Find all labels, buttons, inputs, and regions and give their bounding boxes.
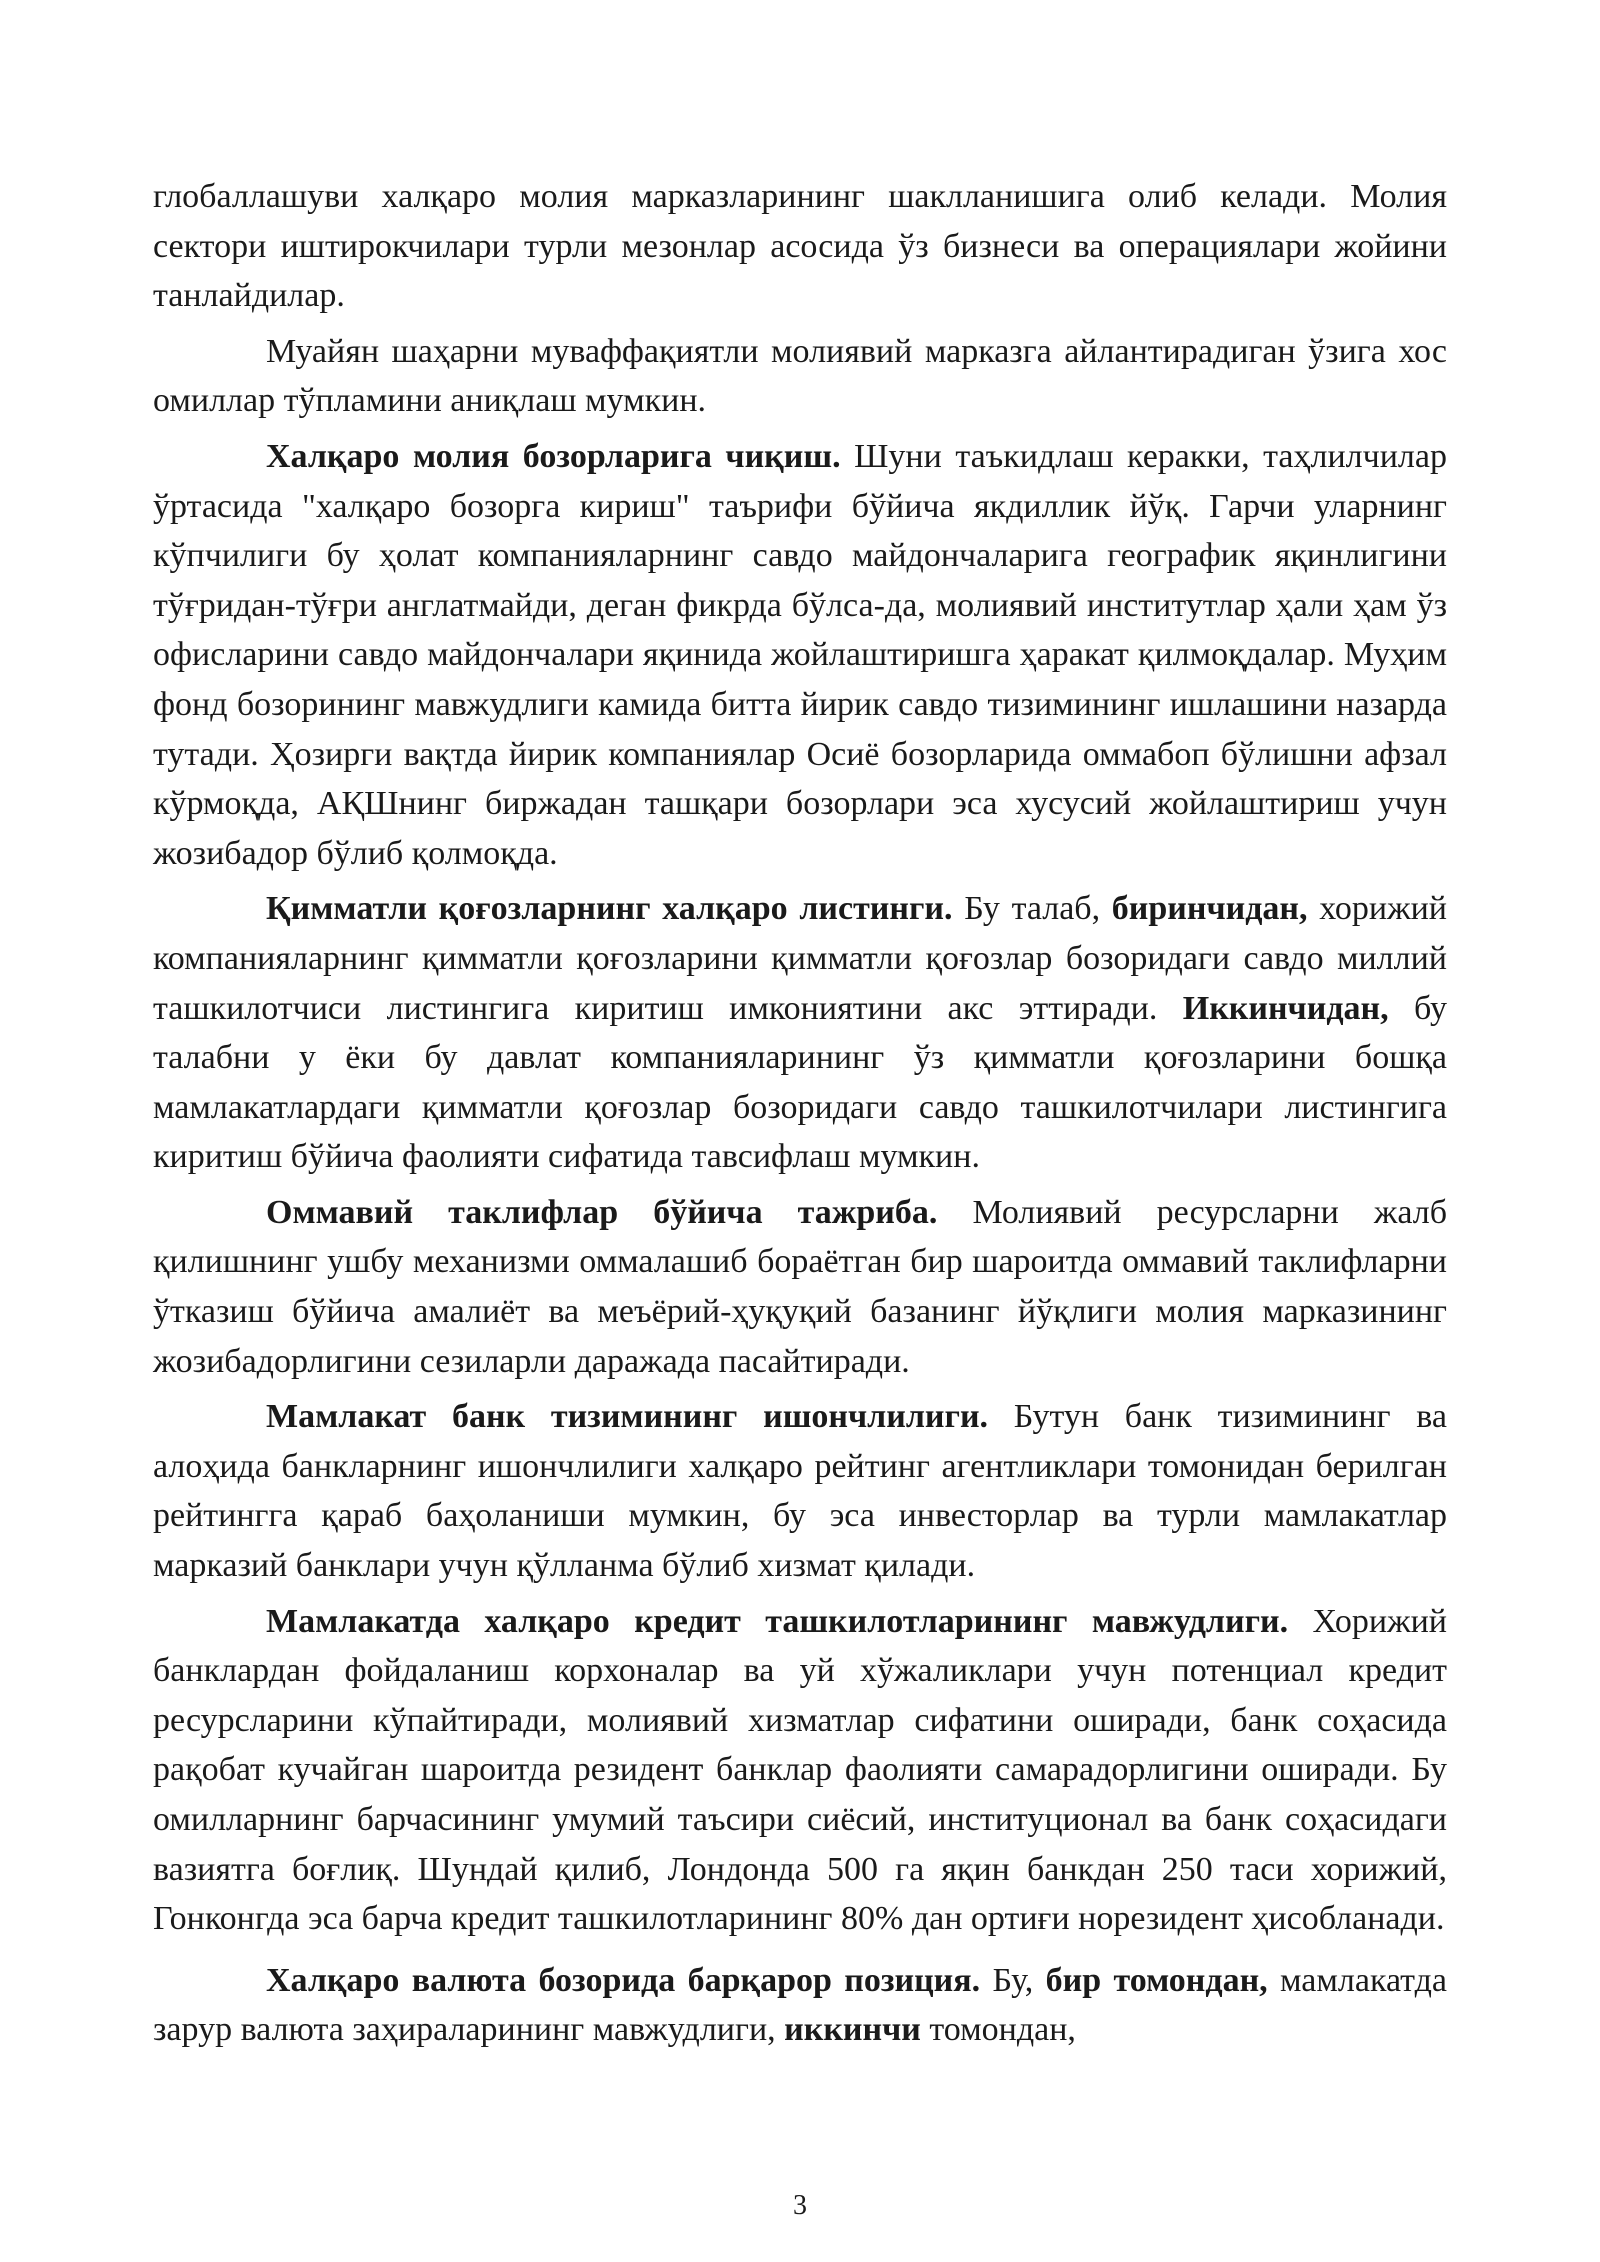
paragraph-currency-market [153,1956,1447,2055]
paragraph-text: Бутун банк тизимининг ва алоҳида банкларнинг ишончлилиги халқаро рейтинг агентликлари томонидан берилган рейтингга қараб баҳоланиши мумкин, бу эса инвесторлар ва турли мамлакатлар марказий банклари учун қўлланма бўлиб хизмат қилади. [153,1398,1447,1585]
paragraph-intro [153,172,1447,321]
section-heading: Халқаро валюта бозорида барқарор позиция. [266,1961,981,1999]
emphasis-text: бир томондан, [1045,1961,1268,1999]
paragraph-text: томондан, [920,2011,1076,2049]
paragraph-bank-reliability [153,1392,1447,1590]
section-heading: Қимматли қоғозларнинг халқаро листинги. [266,890,953,928]
paragraph-factors [153,327,1447,426]
paragraph-text: хорижий компанияларнинг қимматли қоғозларини қимматли қоғозлар бозоридаги савдо миллий ташкилотчиси листингига киритиш имкониятини акс эттиради. [153,890,1447,1027]
paragraph-text: бу талабни у ёки бу давлат компанияларининг ўз қимматли қоғозларини бошқа мамлакатлардаги қимматли қоғозлар бозоридаги савдо ташкилотчилари листингига киритиш бўйича фаолияти сифатида тавсифлаш мумкин. [153,989,1447,1176]
emphasis-text: Иккинчидан, [1182,989,1389,1027]
paragraph-text: Бу талаб, [952,890,1112,928]
section-heading: Мамлакат банк тизимининг ишончлилиги. [266,1398,989,1436]
paragraph-text: мамлакатда зарур валюта заҳираларининг мавжудлиги, [153,1961,1447,2049]
paragraph-text: Шуни таъкидлаш керакки, таҳлилчилар ўртасида "халқаро бозорга кириш" таърифи бўйича якдиллик йўқ. Гарчи уларнинг кўпчилиги бу ҳолат компанияларнинг савдо майдончаларига географик яқинлигини тўғридан-тўғри англатмайди, деган фикрда бўлса-да, молиявий институтлар ҳали ҳам ўз офисларини савдо майдончалари яқинида жойлаштиришга ҳаракат қилмоқдалар. Муҳим фонд бозорининг мавжудлиги камида битта йирик савдо тизимининг ишлашини назарда тутади. Ҳозирги вақтда йирик компаниялар Осиё бозорларида оммабоп бўлишни афзал кўрмоқда, АҚШнинг биржадан ташқари бозорлари эса хусусий жойлаштириш учун жозибадор бўлиб қолмоқда. [153,437,1447,872]
emphasis-text: биринчидан, [1111,890,1308,928]
paragraph-market-access [153,432,1447,878]
paragraph-text: Муайян шаҳарни муваффақиятли молиявий марказга айлантирадиган ўзига хос омиллар тўпламини аниқлаш мумкин. [153,332,1447,420]
paragraph-text: глобаллашуви халқаро молия марказларининг шаклланишига олиб келади. Молия сектори иштирокчилари турли мезонлар асосида ўз бизнеси ва операциялари жойини танлайдилар. [153,178,1447,315]
paragraph-public-offers [153,1188,1447,1386]
section-heading: Оммавий таклифлар бўйича тажриба. [266,1193,938,1231]
section-heading: Мамлакатда халқаро кредит ташкилотларининг мавжудлиги. [266,1602,1289,1640]
paragraph-text: Бу, [980,1961,1046,1999]
paragraph-credit-institutions [153,1597,1447,1944]
page-number: 3 [793,2190,807,2221]
document-body [153,172,1447,2055]
paragraph-text: Хорижий банклардан фойдаланиш корхоналар ва уй хўжаликлари учун потенциал кредит ресурсларини кўпайтиради, молиявий хизматлар сифатини оширади, банк соҳасида рақобат кучайган шароитда резидент банклар фаолияти самарадорлигини оширади. Бу омилларнинг барчасининг умумий таъсири сиёсий, институционал ва банк соҳасидаги вазиятга боғлиқ. Шундай қилиб, Лондонда 500 га яқин банкдан 250 таси хорижий, Гонконгда эса барча кредит ташкилотларининг 80% дан ортиғи норезидент ҳисобланади. [153,1602,1447,1938]
emphasis-text: иккинчи [784,2011,921,2049]
section-heading: Халқаро молия бозорларига чиқиш. [266,437,841,475]
paragraph-listing [153,884,1447,1182]
paragraph-text: Молиявий ресурсларни жалб қилишнинг ушбу механизми оммалашиб бораётган бир шароитда оммавий таклифларни ўтказиш бўйича амалиёт ва меъёрий-ҳуқуқий базанинг йўқлиги молия марказининг жозибадорлигини сезиларли даражада пасайтиради. [153,1193,1447,1380]
